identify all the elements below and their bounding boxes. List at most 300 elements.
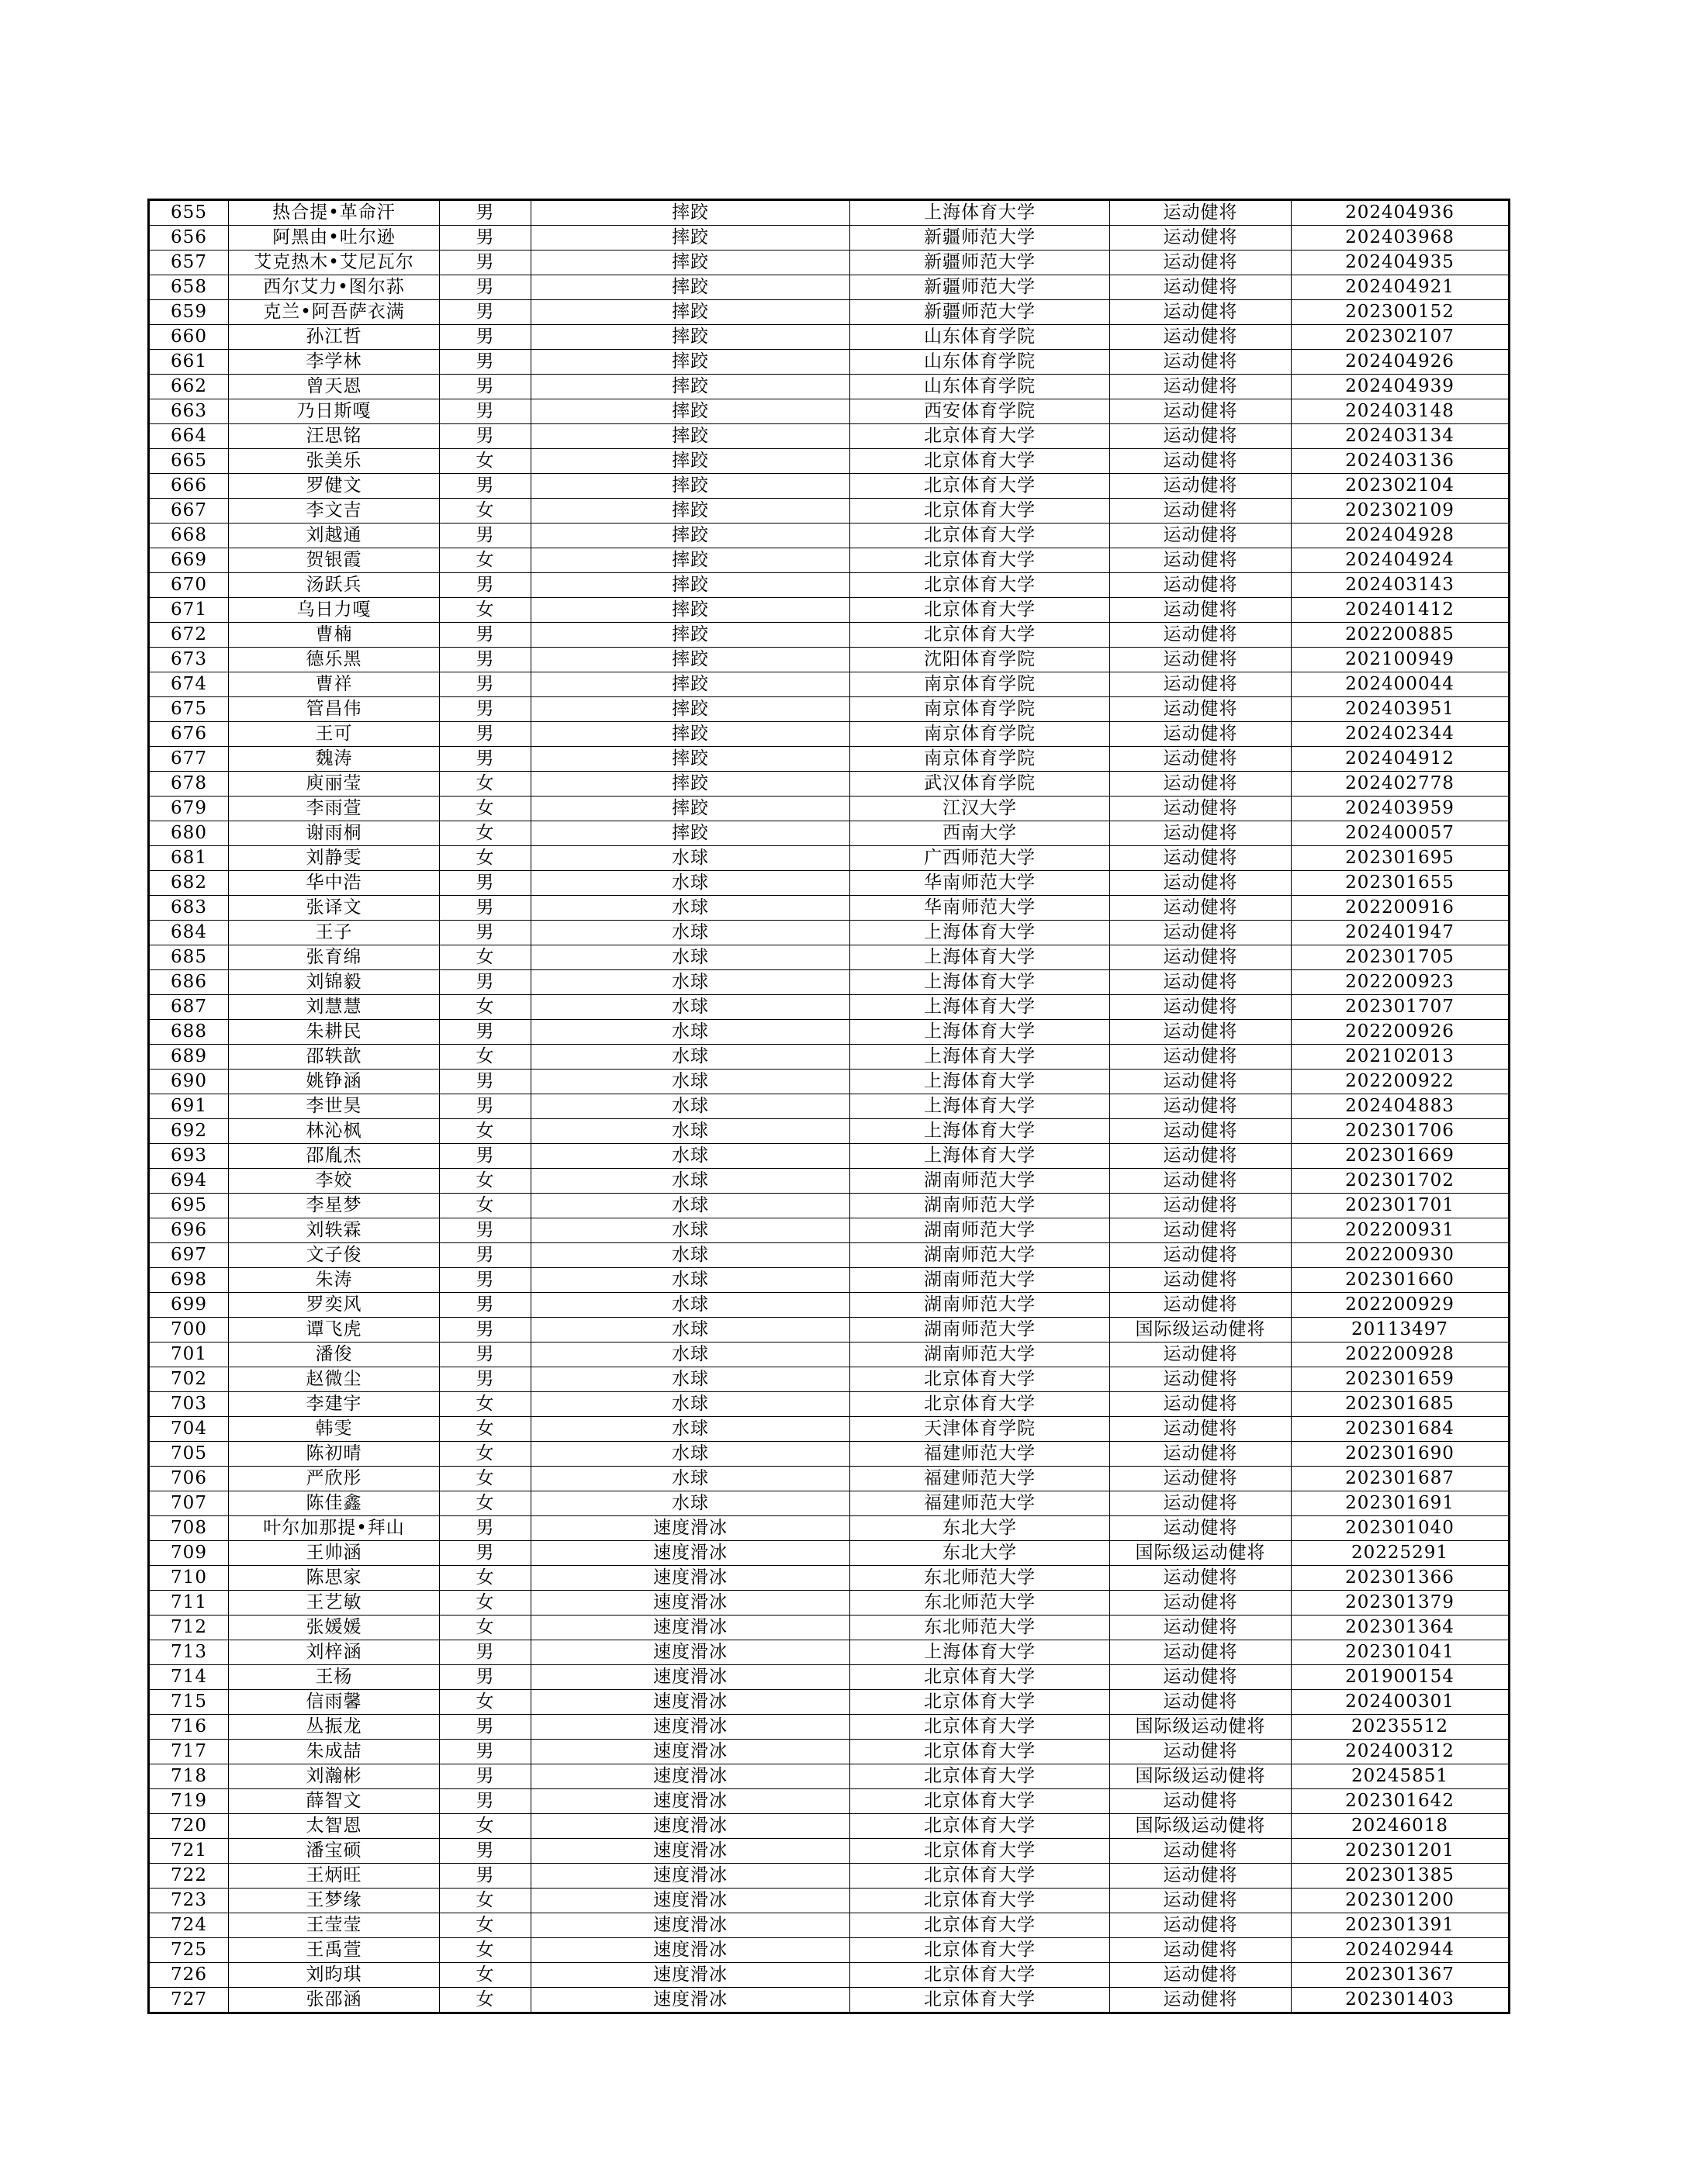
school-cell: 东北师范大学 bbox=[850, 1616, 1110, 1640]
grade-cell: 运动健将 bbox=[1110, 921, 1292, 945]
grade-cell: 运动健将 bbox=[1110, 747, 1292, 772]
table-row bbox=[149, 772, 1510, 797]
row-number-cell: 657 bbox=[149, 251, 229, 275]
school-cell: 福建师范大学 bbox=[850, 1442, 1110, 1467]
name-cell: 太智恩 bbox=[229, 1814, 440, 1839]
school-cell: 福建师范大学 bbox=[850, 1491, 1110, 1516]
school-cell: 上海体育大学 bbox=[850, 1119, 1110, 1144]
certificate-number-cell: 202403959 bbox=[1292, 797, 1510, 821]
sport-cell: 摔跤 bbox=[531, 474, 850, 499]
certificate-number-cell: 202100949 bbox=[1292, 648, 1510, 672]
gender-cell: 男 bbox=[440, 1318, 531, 1343]
name-cell: 文子俊 bbox=[229, 1243, 440, 1268]
table-row bbox=[149, 995, 1510, 1020]
name-cell: 曹祥 bbox=[229, 672, 440, 697]
grade-cell: 国际级运动健将 bbox=[1110, 1541, 1292, 1566]
sport-cell: 摔跤 bbox=[531, 275, 850, 300]
row-number-cell: 723 bbox=[149, 1889, 229, 1913]
table-row bbox=[149, 1690, 1510, 1715]
sport-cell: 速度滑冰 bbox=[531, 1591, 850, 1616]
row-number-cell: 694 bbox=[149, 1169, 229, 1194]
certificate-number-cell: 202200885 bbox=[1292, 623, 1510, 648]
row-number-cell: 687 bbox=[149, 995, 229, 1020]
sport-cell: 速度滑冰 bbox=[531, 1938, 850, 1963]
school-cell: 湖南师范大学 bbox=[850, 1343, 1110, 1367]
gender-cell: 女 bbox=[440, 945, 531, 970]
grade-cell: 运动健将 bbox=[1110, 896, 1292, 921]
school-cell: 新疆师范大学 bbox=[850, 251, 1110, 275]
row-number-cell: 662 bbox=[149, 375, 229, 399]
row-number-cell: 727 bbox=[149, 1988, 229, 2013]
sport-cell: 水球 bbox=[531, 1070, 850, 1094]
sport-cell: 摔跤 bbox=[531, 200, 850, 226]
name-cell: 张美乐 bbox=[229, 449, 440, 474]
row-number-cell: 665 bbox=[149, 449, 229, 474]
school-cell: 北京体育大学 bbox=[850, 1367, 1110, 1392]
grade-cell: 运动健将 bbox=[1110, 1020, 1292, 1045]
certificate-number-cell: 202403143 bbox=[1292, 573, 1510, 598]
name-cell: 刘梓涵 bbox=[229, 1640, 440, 1665]
table-row bbox=[149, 548, 1510, 573]
sport-cell: 水球 bbox=[531, 1045, 850, 1070]
gender-cell: 女 bbox=[440, 846, 531, 871]
sport-cell: 速度滑冰 bbox=[531, 1913, 850, 1938]
gender-cell: 女 bbox=[440, 1913, 531, 1938]
grade-cell: 运动健将 bbox=[1110, 1144, 1292, 1169]
table-row bbox=[149, 1616, 1510, 1640]
name-cell: 乌日力嘎 bbox=[229, 598, 440, 623]
sport-cell: 水球 bbox=[531, 1268, 850, 1293]
sport-cell: 摔跤 bbox=[531, 499, 850, 524]
table-row bbox=[149, 1467, 1510, 1491]
name-cell: 信雨馨 bbox=[229, 1690, 440, 1715]
school-cell: 西南大学 bbox=[850, 821, 1110, 846]
gender-cell: 男 bbox=[440, 424, 531, 449]
row-number-cell: 705 bbox=[149, 1442, 229, 1467]
name-cell: 李雨萱 bbox=[229, 797, 440, 821]
gender-cell: 女 bbox=[440, 1392, 531, 1417]
grade-cell: 运动健将 bbox=[1110, 350, 1292, 375]
table-row bbox=[149, 1094, 1510, 1119]
name-cell: 汤跃兵 bbox=[229, 573, 440, 598]
name-cell: 叶尔加那提•拜山 bbox=[229, 1516, 440, 1541]
table-row bbox=[149, 1293, 1510, 1318]
row-number-cell: 688 bbox=[149, 1020, 229, 1045]
name-cell: 朱耕民 bbox=[229, 1020, 440, 1045]
row-number-cell: 678 bbox=[149, 772, 229, 797]
sport-cell: 摔跤 bbox=[531, 251, 850, 275]
row-number-cell: 664 bbox=[149, 424, 229, 449]
certificate-number-cell: 202301200 bbox=[1292, 1889, 1510, 1913]
grade-cell: 运动健将 bbox=[1110, 200, 1292, 226]
school-cell: 北京体育大学 bbox=[850, 1839, 1110, 1864]
table-row bbox=[149, 1814, 1510, 1839]
grade-cell: 运动健将 bbox=[1110, 1988, 1292, 2013]
gender-cell: 女 bbox=[440, 1889, 531, 1913]
gender-cell: 女 bbox=[440, 1988, 531, 2013]
row-number-cell: 709 bbox=[149, 1541, 229, 1566]
certificate-number-cell: 202301364 bbox=[1292, 1616, 1510, 1640]
gender-cell: 男 bbox=[440, 226, 531, 251]
grade-cell: 运动健将 bbox=[1110, 573, 1292, 598]
certificate-number-cell: 202403134 bbox=[1292, 424, 1510, 449]
school-cell: 新疆师范大学 bbox=[850, 300, 1110, 325]
table-row bbox=[149, 871, 1510, 896]
row-number-cell: 673 bbox=[149, 648, 229, 672]
certificate-number-cell: 202402344 bbox=[1292, 722, 1510, 747]
row-number-cell: 720 bbox=[149, 1814, 229, 1839]
table-row bbox=[149, 945, 1510, 970]
gender-cell: 男 bbox=[440, 1218, 531, 1243]
grade-cell: 运动健将 bbox=[1110, 1070, 1292, 1094]
row-number-cell: 667 bbox=[149, 499, 229, 524]
row-number-cell: 681 bbox=[149, 846, 229, 871]
certificate-number-cell: 202302104 bbox=[1292, 474, 1510, 499]
sport-cell: 水球 bbox=[531, 1020, 850, 1045]
school-cell: 湖南师范大学 bbox=[850, 1268, 1110, 1293]
certificate-number-cell: 202301655 bbox=[1292, 871, 1510, 896]
school-cell: 北京体育大学 bbox=[850, 1392, 1110, 1417]
certificate-number-cell: 202404883 bbox=[1292, 1094, 1510, 1119]
table-row bbox=[149, 1789, 1510, 1814]
grade-cell: 运动健将 bbox=[1110, 474, 1292, 499]
gender-cell: 女 bbox=[440, 1194, 531, 1218]
grade-cell: 运动健将 bbox=[1110, 251, 1292, 275]
name-cell: 韩雯 bbox=[229, 1417, 440, 1442]
school-cell: 湖南师范大学 bbox=[850, 1194, 1110, 1218]
row-number-cell: 721 bbox=[149, 1839, 229, 1864]
table-row bbox=[149, 648, 1510, 672]
table-row bbox=[149, 1913, 1510, 1938]
certificate-number-cell: 202404928 bbox=[1292, 524, 1510, 548]
row-number-cell: 680 bbox=[149, 821, 229, 846]
school-cell: 西安体育学院 bbox=[850, 399, 1110, 424]
school-cell: 北京体育大学 bbox=[850, 1789, 1110, 1814]
name-cell: 管昌伟 bbox=[229, 697, 440, 722]
certificate-number-cell: 202302109 bbox=[1292, 499, 1510, 524]
sport-cell: 水球 bbox=[531, 1293, 850, 1318]
row-number-cell: 708 bbox=[149, 1516, 229, 1541]
sport-cell: 摔跤 bbox=[531, 424, 850, 449]
school-cell: 南京体育学院 bbox=[850, 672, 1110, 697]
row-number-cell: 685 bbox=[149, 945, 229, 970]
gender-cell: 男 bbox=[440, 1144, 531, 1169]
name-cell: 李建宇 bbox=[229, 1392, 440, 1417]
sport-cell: 速度滑冰 bbox=[531, 1690, 850, 1715]
sport-cell: 水球 bbox=[531, 1318, 850, 1343]
table-row bbox=[149, 1889, 1510, 1913]
certificate-number-cell: 202400057 bbox=[1292, 821, 1510, 846]
name-cell: 王炳旺 bbox=[229, 1864, 440, 1889]
school-cell: 北京体育大学 bbox=[850, 573, 1110, 598]
name-cell: 李世昊 bbox=[229, 1094, 440, 1119]
gender-cell: 女 bbox=[440, 1690, 531, 1715]
school-cell: 天津体育学院 bbox=[850, 1417, 1110, 1442]
sport-cell: 速度滑冰 bbox=[531, 1988, 850, 2013]
name-cell: 德乐黑 bbox=[229, 648, 440, 672]
row-number-cell: 660 bbox=[149, 325, 229, 350]
gender-cell: 女 bbox=[440, 821, 531, 846]
certificate-number-cell: 202300152 bbox=[1292, 300, 1510, 325]
name-cell: 李学林 bbox=[229, 350, 440, 375]
sport-cell: 速度滑冰 bbox=[531, 1516, 850, 1541]
table-row bbox=[149, 200, 1510, 226]
grade-cell: 运动健将 bbox=[1110, 1392, 1292, 1417]
name-cell: 曾天恩 bbox=[229, 375, 440, 399]
school-cell: 南京体育学院 bbox=[850, 722, 1110, 747]
certificate-number-cell: 202301706 bbox=[1292, 1119, 1510, 1144]
grade-cell: 运动健将 bbox=[1110, 797, 1292, 821]
table-row bbox=[149, 1442, 1510, 1467]
name-cell: 陈思家 bbox=[229, 1566, 440, 1591]
gender-cell: 男 bbox=[440, 648, 531, 672]
school-cell: 北京体育大学 bbox=[850, 548, 1110, 573]
certificate-number-cell: 202301391 bbox=[1292, 1913, 1510, 1938]
name-cell: 张译文 bbox=[229, 896, 440, 921]
gender-cell: 男 bbox=[440, 251, 531, 275]
row-number-cell: 684 bbox=[149, 921, 229, 945]
school-cell: 南京体育学院 bbox=[850, 697, 1110, 722]
grade-cell: 运动健将 bbox=[1110, 1665, 1292, 1690]
gender-cell: 女 bbox=[440, 772, 531, 797]
sport-cell: 水球 bbox=[531, 1442, 850, 1467]
name-cell: 曹楠 bbox=[229, 623, 440, 648]
row-number-cell: 689 bbox=[149, 1045, 229, 1070]
school-cell: 上海体育大学 bbox=[850, 1020, 1110, 1045]
row-number-cell: 716 bbox=[149, 1715, 229, 1740]
sport-cell: 速度滑冰 bbox=[531, 1740, 850, 1764]
grade-cell: 运动健将 bbox=[1110, 772, 1292, 797]
grade-cell: 运动健将 bbox=[1110, 1864, 1292, 1889]
sport-cell: 水球 bbox=[531, 1392, 850, 1417]
gender-cell: 女 bbox=[440, 449, 531, 474]
sport-cell: 速度滑冰 bbox=[531, 1789, 850, 1814]
row-number-cell: 676 bbox=[149, 722, 229, 747]
gender-cell: 女 bbox=[440, 1591, 531, 1616]
row-number-cell: 698 bbox=[149, 1268, 229, 1293]
gender-cell: 女 bbox=[440, 1045, 531, 1070]
school-cell: 北京体育大学 bbox=[850, 1665, 1110, 1690]
certificate-number-cell: 202401947 bbox=[1292, 921, 1510, 945]
roster-body bbox=[149, 200, 1510, 2013]
table-row bbox=[149, 1343, 1510, 1367]
grade-cell: 运动健将 bbox=[1110, 226, 1292, 251]
sport-cell: 水球 bbox=[531, 945, 850, 970]
gender-cell: 女 bbox=[440, 1442, 531, 1467]
certificate-number-cell: 202301366 bbox=[1292, 1566, 1510, 1591]
row-number-cell: 669 bbox=[149, 548, 229, 573]
grade-cell: 运动健将 bbox=[1110, 1889, 1292, 1913]
sport-cell: 摔跤 bbox=[531, 375, 850, 399]
grade-cell: 运动健将 bbox=[1110, 524, 1292, 548]
grade-cell: 运动健将 bbox=[1110, 1963, 1292, 1988]
grade-cell: 运动健将 bbox=[1110, 672, 1292, 697]
gender-cell: 女 bbox=[440, 1169, 531, 1194]
gender-cell: 男 bbox=[440, 474, 531, 499]
table-row bbox=[149, 449, 1510, 474]
certificate-number-cell: 202200930 bbox=[1292, 1243, 1510, 1268]
row-number-cell: 717 bbox=[149, 1740, 229, 1764]
name-cell: 张媛媛 bbox=[229, 1616, 440, 1640]
gender-cell: 女 bbox=[440, 1417, 531, 1442]
certificate-number-cell: 20246018 bbox=[1292, 1814, 1510, 1839]
gender-cell: 男 bbox=[440, 573, 531, 598]
row-number-cell: 671 bbox=[149, 598, 229, 623]
sport-cell: 摔跤 bbox=[531, 598, 850, 623]
certificate-number-cell: 202301690 bbox=[1292, 1442, 1510, 1467]
row-number-cell: 696 bbox=[149, 1218, 229, 1243]
school-cell: 北京体育大学 bbox=[850, 424, 1110, 449]
school-cell: 华南师范大学 bbox=[850, 871, 1110, 896]
school-cell: 新疆师范大学 bbox=[850, 275, 1110, 300]
certificate-number-cell: 202200916 bbox=[1292, 896, 1510, 921]
school-cell: 湖南师范大学 bbox=[850, 1318, 1110, 1343]
school-cell: 上海体育大学 bbox=[850, 1094, 1110, 1119]
gender-cell: 男 bbox=[440, 896, 531, 921]
grade-cell: 运动健将 bbox=[1110, 995, 1292, 1020]
school-cell: 上海体育大学 bbox=[850, 1144, 1110, 1169]
school-cell: 上海体育大学 bbox=[850, 970, 1110, 995]
sport-cell: 摔跤 bbox=[531, 399, 850, 424]
grade-cell: 运动健将 bbox=[1110, 325, 1292, 350]
sport-cell: 速度滑冰 bbox=[531, 1640, 850, 1665]
name-cell: 王艺敏 bbox=[229, 1591, 440, 1616]
school-cell: 山东体育学院 bbox=[850, 325, 1110, 350]
certificate-number-cell: 202404936 bbox=[1292, 200, 1510, 226]
school-cell: 新疆师范大学 bbox=[850, 226, 1110, 251]
grade-cell: 运动健将 bbox=[1110, 424, 1292, 449]
certificate-number-cell: 202400044 bbox=[1292, 672, 1510, 697]
table-row bbox=[149, 598, 1510, 623]
grade-cell: 运动健将 bbox=[1110, 598, 1292, 623]
sport-cell: 水球 bbox=[531, 995, 850, 1020]
school-cell: 湖南师范大学 bbox=[850, 1169, 1110, 1194]
name-cell: 李姣 bbox=[229, 1169, 440, 1194]
school-cell: 上海体育大学 bbox=[850, 945, 1110, 970]
school-cell: 北京体育大学 bbox=[850, 474, 1110, 499]
row-number-cell: 686 bbox=[149, 970, 229, 995]
table-row bbox=[149, 251, 1510, 275]
school-cell: 北京体育大学 bbox=[850, 1814, 1110, 1839]
grade-cell: 运动健将 bbox=[1110, 1491, 1292, 1516]
table-row bbox=[149, 226, 1510, 251]
certificate-number-cell: 202200923 bbox=[1292, 970, 1510, 995]
certificate-number-cell: 202301705 bbox=[1292, 945, 1510, 970]
sport-cell: 水球 bbox=[531, 921, 850, 945]
name-cell: 王杨 bbox=[229, 1665, 440, 1690]
sport-cell: 速度滑冰 bbox=[531, 1889, 850, 1913]
row-number-cell: 661 bbox=[149, 350, 229, 375]
table-row bbox=[149, 797, 1510, 821]
gender-cell: 男 bbox=[440, 1740, 531, 1764]
school-cell: 北京体育大学 bbox=[850, 623, 1110, 648]
gender-cell: 男 bbox=[440, 399, 531, 424]
sport-cell: 摔跤 bbox=[531, 573, 850, 598]
grade-cell: 运动健将 bbox=[1110, 1566, 1292, 1591]
table-row bbox=[149, 1268, 1510, 1293]
gender-cell: 女 bbox=[440, 1119, 531, 1144]
certificate-number-cell: 202301403 bbox=[1292, 1988, 1510, 2013]
grade-cell: 运动健将 bbox=[1110, 1740, 1292, 1764]
grade-cell: 运动健将 bbox=[1110, 970, 1292, 995]
name-cell: 严欣彤 bbox=[229, 1467, 440, 1491]
sport-cell: 速度滑冰 bbox=[531, 1963, 850, 1988]
grade-cell: 运动健将 bbox=[1110, 548, 1292, 573]
table-row bbox=[149, 399, 1510, 424]
gender-cell: 女 bbox=[440, 598, 531, 623]
gender-cell: 男 bbox=[440, 970, 531, 995]
certificate-number-cell: 202400312 bbox=[1292, 1740, 1510, 1764]
grade-cell: 运动健将 bbox=[1110, 1591, 1292, 1616]
sport-cell: 速度滑冰 bbox=[531, 1715, 850, 1740]
gender-cell: 女 bbox=[440, 1616, 531, 1640]
name-cell: 张邵涵 bbox=[229, 1988, 440, 2013]
certificate-number-cell: 202403951 bbox=[1292, 697, 1510, 722]
school-cell: 北京体育大学 bbox=[850, 1988, 1110, 2013]
name-cell: 邵轶歆 bbox=[229, 1045, 440, 1070]
gender-cell: 女 bbox=[440, 1938, 531, 1963]
table-row bbox=[149, 474, 1510, 499]
certificate-number-cell: 202301695 bbox=[1292, 846, 1510, 871]
row-number-cell: 691 bbox=[149, 1094, 229, 1119]
sport-cell: 水球 bbox=[531, 1094, 850, 1119]
gender-cell: 女 bbox=[440, 1566, 531, 1591]
certificate-number-cell: 202301669 bbox=[1292, 1144, 1510, 1169]
grade-cell: 运动健将 bbox=[1110, 449, 1292, 474]
table-row bbox=[149, 1119, 1510, 1144]
school-cell: 沈阳体育学院 bbox=[850, 648, 1110, 672]
table-row bbox=[149, 375, 1510, 399]
row-number-cell: 704 bbox=[149, 1417, 229, 1442]
certificate-number-cell: 202301702 bbox=[1292, 1169, 1510, 1194]
sport-cell: 摔跤 bbox=[531, 548, 850, 573]
school-cell: 湖南师范大学 bbox=[850, 1218, 1110, 1243]
school-cell: 江汉大学 bbox=[850, 797, 1110, 821]
table-row bbox=[149, 1392, 1510, 1417]
school-cell: 上海体育大学 bbox=[850, 921, 1110, 945]
certificate-number-cell: 202200922 bbox=[1292, 1070, 1510, 1094]
name-cell: 邵胤杰 bbox=[229, 1144, 440, 1169]
school-cell: 华南师范大学 bbox=[850, 896, 1110, 921]
grade-cell: 运动健将 bbox=[1110, 1690, 1292, 1715]
row-number-cell: 697 bbox=[149, 1243, 229, 1268]
row-number-cell: 656 bbox=[149, 226, 229, 251]
row-number-cell: 702 bbox=[149, 1367, 229, 1392]
sport-cell: 水球 bbox=[531, 896, 850, 921]
name-cell: 刘静雯 bbox=[229, 846, 440, 871]
gender-cell: 男 bbox=[440, 1541, 531, 1566]
name-cell: 西尔艾力•图尔荪 bbox=[229, 275, 440, 300]
sport-cell: 摔跤 bbox=[531, 747, 850, 772]
grade-cell: 国际级运动健将 bbox=[1110, 1764, 1292, 1789]
table-row bbox=[149, 1963, 1510, 1988]
name-cell: 潘俊 bbox=[229, 1343, 440, 1367]
table-row bbox=[149, 1938, 1510, 1963]
certificate-number-cell: 202301642 bbox=[1292, 1789, 1510, 1814]
school-cell: 上海体育大学 bbox=[850, 1070, 1110, 1094]
certificate-number-cell: 202301379 bbox=[1292, 1591, 1510, 1616]
gender-cell: 男 bbox=[440, 722, 531, 747]
table-row bbox=[149, 1864, 1510, 1889]
table-row bbox=[149, 722, 1510, 747]
athlete-roster-table bbox=[147, 199, 1510, 2014]
sport-cell: 水球 bbox=[531, 970, 850, 995]
grade-cell: 运动健将 bbox=[1110, 1789, 1292, 1814]
table-row bbox=[149, 1715, 1510, 1740]
row-number-cell: 679 bbox=[149, 797, 229, 821]
row-number-cell: 663 bbox=[149, 399, 229, 424]
table-row bbox=[149, 1144, 1510, 1169]
